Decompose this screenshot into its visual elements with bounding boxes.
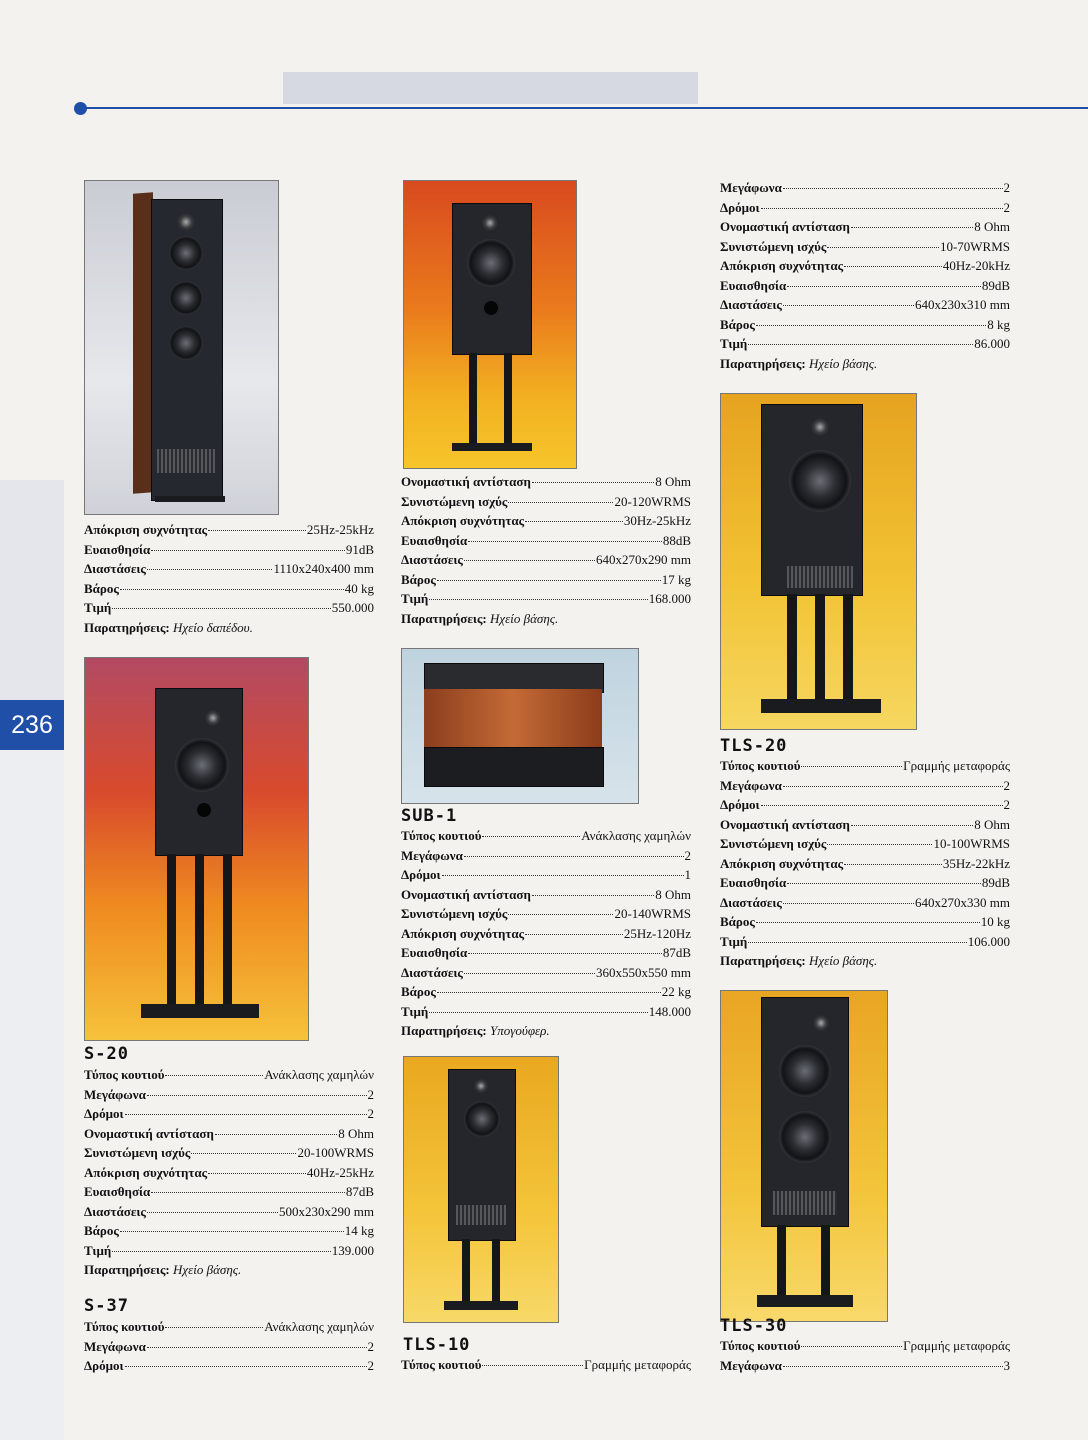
spec-label: Απόκριση συχνότητας xyxy=(401,925,525,941)
dot-leader xyxy=(125,1366,367,1367)
spec-row xyxy=(84,540,374,560)
spec-list-tls-20 xyxy=(720,756,1010,971)
dot-leader xyxy=(532,895,654,896)
spec-label: Μεγάφωνα xyxy=(720,777,782,793)
header-band xyxy=(283,72,698,104)
spec-value: Ανάκλασης χαμηλών xyxy=(581,828,691,843)
spec-row xyxy=(401,846,691,866)
spec-row xyxy=(84,559,374,579)
dot-leader xyxy=(165,1075,263,1076)
spec-row xyxy=(84,1221,374,1241)
spec-label: Διαστάσεις xyxy=(401,552,463,567)
spec-label: Ονομαστική αντίσταση xyxy=(720,816,850,832)
spec-value: 87dB xyxy=(345,1184,374,1199)
spec-row xyxy=(720,873,1010,893)
spec-value: Ανάκλασης χαμηλών xyxy=(264,1319,374,1334)
spec-value: 2 xyxy=(367,1086,374,1102)
spec-value: 87dB xyxy=(662,945,691,960)
spec-value: 8 Ohm xyxy=(655,886,691,902)
spec-row xyxy=(84,1241,374,1261)
spec-value: 88dB xyxy=(662,532,691,548)
spec-label: Βάρος xyxy=(401,984,436,999)
spec-label: Τιμή xyxy=(84,1242,112,1258)
spec-row xyxy=(401,511,691,531)
spec-label: Τιμή xyxy=(720,933,748,949)
spec-label: Μεγάφωνα xyxy=(720,180,782,195)
photo-tls-10 xyxy=(403,1056,559,1323)
spec-label: Απόκριση συχνότητας xyxy=(401,513,525,528)
dot-leader xyxy=(827,844,932,845)
spec-label: Βάρος xyxy=(720,914,755,929)
dot-leader xyxy=(482,836,580,837)
spec-row xyxy=(401,589,691,609)
note-value: Ηχείο βάσης. xyxy=(805,953,878,968)
dot-leader xyxy=(525,934,623,935)
spec-list-tls-10 xyxy=(401,1355,691,1375)
spec-row xyxy=(720,893,1010,913)
spec-label: Τύπος κουτιού xyxy=(720,758,801,773)
spec-value: 2 xyxy=(1003,797,1010,812)
spec-label: Απόκριση συχνότητας xyxy=(84,522,208,537)
spec-label: Βάρος xyxy=(84,580,119,596)
spec-label: Συνιστώμενη ισχύς xyxy=(401,906,508,921)
spec-label: Τύπος κουτιού xyxy=(84,1319,165,1334)
dot-leader xyxy=(429,599,648,600)
spec-label: Συνιστώμενη ισχύς xyxy=(720,238,827,254)
spec-row xyxy=(84,1317,374,1337)
spec-value: 40 kg xyxy=(344,580,374,596)
spec-row xyxy=(401,982,691,1002)
spec-label: Τιμή xyxy=(720,336,748,351)
spec-note xyxy=(720,354,1010,374)
dot-leader xyxy=(165,1327,263,1328)
model-title-tls-20: TLS-20 xyxy=(720,736,788,756)
spec-row xyxy=(401,1355,691,1375)
spec-note xyxy=(84,618,374,638)
dot-leader xyxy=(147,1347,367,1348)
spec-row xyxy=(720,1356,1010,1376)
note-label: Παρατηρήσεις: xyxy=(401,610,487,626)
spec-value: 148.000 xyxy=(648,1003,691,1019)
spec-value: 89dB xyxy=(981,875,1010,890)
spec-value: 8 Ohm xyxy=(974,219,1010,234)
dot-leader xyxy=(112,1251,331,1252)
spec-list-tls-30 xyxy=(720,1336,1010,1375)
dot-leader xyxy=(783,1366,1003,1367)
dot-leader xyxy=(851,227,973,228)
spec-value: 10 kg xyxy=(980,914,1010,929)
spec-value: Γραμμής μεταφοράς xyxy=(903,1338,1010,1353)
spec-label: Τιμή xyxy=(84,600,112,615)
dot-leader xyxy=(464,560,595,561)
spec-value: 1 xyxy=(684,867,691,882)
dot-leader xyxy=(508,914,613,915)
spec-value: 2 xyxy=(684,847,691,863)
spec-row xyxy=(84,1124,374,1144)
spec-label: Τιμή xyxy=(401,1003,429,1019)
spec-label: Δρόμοι xyxy=(401,867,441,882)
note-value: Ηχείο βάσης. xyxy=(486,610,559,626)
spec-value: 106.000 xyxy=(967,933,1010,949)
dot-leader xyxy=(756,325,986,326)
spec-row xyxy=(720,217,1010,237)
spec-label: Μεγάφωνα xyxy=(401,847,463,863)
spec-value: 10-70WRMS xyxy=(939,238,1010,254)
spec-row xyxy=(84,598,374,618)
dot-leader xyxy=(468,541,662,542)
spec-row xyxy=(720,912,1010,932)
spec-value: 3 xyxy=(1003,1357,1010,1373)
spec-value: 8 Ohm xyxy=(974,816,1010,832)
spec-label: Ευαισθησία xyxy=(84,1184,151,1199)
spec-value: Ανάκλασης χαμηλών xyxy=(264,1067,374,1082)
dot-leader xyxy=(532,482,654,483)
spec-row xyxy=(720,256,1010,276)
spec-row xyxy=(720,198,1010,218)
spec-label: Τύπος κουτιού xyxy=(720,1338,801,1353)
spec-label: Ευαισθησία xyxy=(720,875,787,890)
spec-row xyxy=(401,943,691,963)
spec-value: 2 xyxy=(1003,199,1010,215)
dot-leader xyxy=(120,1231,344,1232)
dot-leader xyxy=(851,825,973,826)
spec-row xyxy=(401,885,691,905)
dot-leader xyxy=(801,1346,902,1347)
header-bullet xyxy=(74,102,87,115)
dot-leader xyxy=(783,188,1003,189)
spec-value: 8 Ohm xyxy=(655,474,691,489)
spec-label: Ονομαστική αντίσταση xyxy=(401,474,531,489)
spec-label: Δρόμοι xyxy=(84,1106,124,1121)
spec-label: Διαστάσεις xyxy=(720,297,782,312)
spec-row xyxy=(84,1104,374,1124)
dot-leader xyxy=(508,502,613,503)
dot-leader xyxy=(147,1212,278,1213)
dot-leader xyxy=(468,953,662,954)
note-label: Παρατηρήσεις: xyxy=(720,355,806,371)
note-label: Παρατηρήσεις: xyxy=(720,953,806,968)
spec-row xyxy=(720,854,1010,874)
dot-leader xyxy=(464,856,684,857)
spec-value: Γραμμής μεταφοράς xyxy=(903,758,1010,773)
spec-label: Συνιστώμενη ισχύς xyxy=(84,1145,191,1160)
spec-label: Βάρος xyxy=(401,571,436,587)
note-label: Παρατηρήσεις: xyxy=(401,1023,487,1038)
spec-label: Τύπος κουτιού xyxy=(401,1357,482,1372)
spec-value: 360x550x550 mm xyxy=(596,964,691,980)
spec-value: 20-100WRMS xyxy=(297,1145,374,1160)
spec-value: 40Hz-20kHz xyxy=(942,258,1010,273)
spec-value: 139.000 xyxy=(331,1242,374,1258)
spec-value: 500x230x290 mm xyxy=(279,1203,374,1219)
spec-label: Τύπος κουτιού xyxy=(401,828,482,843)
spec-row xyxy=(720,295,1010,315)
dot-leader xyxy=(151,1192,345,1193)
spec-value: 86.000 xyxy=(974,336,1010,351)
dot-leader xyxy=(112,608,331,609)
spec-label: Μεγάφωνα xyxy=(84,1338,146,1354)
dot-leader xyxy=(761,208,1003,209)
spec-label: Συνιστώμενη ισχύς xyxy=(401,493,508,509)
spec-row xyxy=(84,1202,374,1222)
spec-row xyxy=(84,579,374,599)
dot-leader xyxy=(215,1134,337,1135)
dot-leader xyxy=(442,875,684,876)
spec-value: 1110x240x400 mm xyxy=(273,561,374,576)
dot-leader xyxy=(151,550,345,551)
spec-row xyxy=(401,865,691,885)
dot-leader xyxy=(748,942,967,943)
spec-row xyxy=(401,531,691,551)
spec-row xyxy=(401,963,691,983)
spec-label: Απόκριση συχνότητας xyxy=(720,855,844,871)
spec-note xyxy=(401,1021,691,1041)
spec-label: Ονομαστική αντίσταση xyxy=(401,886,531,902)
dot-leader xyxy=(525,521,623,522)
dot-leader xyxy=(464,973,595,974)
dot-leader xyxy=(437,992,661,993)
spec-row xyxy=(84,1085,374,1105)
dot-leader xyxy=(756,922,980,923)
spec-label: Ευαισθησία xyxy=(401,945,468,960)
spec-value: 91dB xyxy=(345,541,374,557)
spec-row xyxy=(401,904,691,924)
note-value: Ηχείο βάσης. xyxy=(805,355,878,371)
spec-list-col3-top xyxy=(720,178,1010,373)
spec-value: Γραμμής μεταφοράς xyxy=(584,1357,691,1372)
spec-row xyxy=(401,1002,691,1022)
dot-leader xyxy=(827,247,939,248)
spec-label: Διαστάσεις xyxy=(720,894,782,910)
spec-list-sub-1 xyxy=(401,826,691,1041)
spec-row xyxy=(720,237,1010,257)
spec-value: 8 Ohm xyxy=(338,1125,374,1141)
spec-row xyxy=(720,276,1010,296)
spec-value: 2 xyxy=(1003,777,1010,793)
spec-row xyxy=(720,1336,1010,1356)
dot-leader xyxy=(191,1153,296,1154)
spec-value: 25Hz-120Hz xyxy=(623,925,691,941)
spec-label: Μεγάφωνα xyxy=(84,1086,146,1102)
spec-list-s-37 xyxy=(84,1317,374,1376)
spec-value: 2 xyxy=(367,1358,374,1373)
spec-label: Ονομαστική αντίσταση xyxy=(84,1125,214,1141)
dot-leader xyxy=(787,883,981,884)
dot-leader xyxy=(208,1173,306,1174)
model-title-tls-10: TLS-10 xyxy=(403,1335,471,1355)
model-title-sub-1: SUB-1 xyxy=(401,806,458,826)
spec-list-s-20 xyxy=(84,1065,374,1280)
spec-label: Συνιστώμενη ισχύς xyxy=(720,836,827,851)
spec-value: 20-120WRMS xyxy=(614,493,691,509)
spec-value: 20-140WRMS xyxy=(614,906,691,921)
dot-leader xyxy=(482,1365,583,1366)
photo-sub-1 xyxy=(401,648,639,804)
spec-value: 10-100WRMS xyxy=(933,836,1010,851)
spec-value: 640x270x330 mm xyxy=(915,894,1010,910)
spec-label: Μεγάφωνα xyxy=(720,1357,782,1373)
photo-s-20 xyxy=(84,657,309,1041)
model-title-s-20: S-20 xyxy=(84,1044,129,1064)
spec-row xyxy=(720,756,1010,776)
spec-value: 2 xyxy=(1003,180,1010,195)
spec-note xyxy=(720,951,1010,971)
spec-row xyxy=(720,834,1010,854)
spec-label: Δρόμοι xyxy=(720,199,760,215)
page-number: 236 xyxy=(0,700,64,750)
spec-row xyxy=(84,1163,374,1183)
dot-leader xyxy=(844,266,942,267)
spec-label: Δρόμοι xyxy=(720,797,760,812)
spec-list-bookshelf-1 xyxy=(401,472,691,628)
dot-leader xyxy=(437,580,661,581)
spec-label: Τιμή xyxy=(401,591,429,606)
spec-row xyxy=(401,826,691,846)
spec-label: Ευαισθησία xyxy=(84,541,151,557)
note-label: Παρατηρήσεις: xyxy=(84,619,170,635)
dot-leader xyxy=(787,286,981,287)
dot-leader xyxy=(125,1114,367,1115)
spec-label: Διαστάσεις xyxy=(84,561,146,576)
side-band xyxy=(0,480,64,700)
spec-row xyxy=(720,795,1010,815)
dot-leader xyxy=(748,344,973,345)
spec-row xyxy=(720,178,1010,198)
side-band-lower xyxy=(0,750,64,1440)
photo-tls-30 xyxy=(720,990,888,1322)
dot-leader xyxy=(801,766,902,767)
spec-row xyxy=(84,520,374,540)
model-title-tls-30: TLS-30 xyxy=(720,1316,788,1336)
spec-label: Διαστάσεις xyxy=(401,964,463,980)
spec-value: 30Hz-25kHz xyxy=(623,513,691,528)
spec-row xyxy=(84,1337,374,1357)
spec-value: 550.000 xyxy=(331,600,374,615)
spec-value: 25Hz-25kHz xyxy=(306,522,374,537)
spec-value: 35Hz-22kHz xyxy=(942,855,1010,871)
dot-leader xyxy=(783,786,1003,787)
dot-leader xyxy=(761,805,1003,806)
note-value: Ηχείο βάσης. xyxy=(169,1262,242,1277)
spec-note xyxy=(84,1260,374,1280)
spec-value: 89dB xyxy=(981,277,1010,293)
spec-label: Ευαισθησία xyxy=(720,277,787,293)
spec-row xyxy=(401,924,691,944)
spec-row xyxy=(84,1356,374,1376)
spec-value: 2 xyxy=(367,1338,374,1354)
dot-leader xyxy=(147,1095,367,1096)
spec-row xyxy=(720,815,1010,835)
spec-label: Ονομαστική αντίσταση xyxy=(720,219,850,234)
dot-leader xyxy=(208,530,306,531)
model-title-s-37: S-37 xyxy=(84,1296,129,1316)
spec-row xyxy=(401,472,691,492)
photo-floor-speaker xyxy=(84,180,279,515)
spec-row xyxy=(401,492,691,512)
spec-row xyxy=(84,1065,374,1085)
spec-row xyxy=(720,776,1010,796)
spec-value: 168.000 xyxy=(648,591,691,606)
spec-value: 14 kg xyxy=(344,1223,374,1238)
header-rule xyxy=(80,107,1088,109)
spec-label: Δρόμοι xyxy=(84,1358,124,1373)
spec-row xyxy=(84,1182,374,1202)
spec-row xyxy=(401,550,691,570)
dot-leader xyxy=(429,1012,648,1013)
spec-value: 40Hz-25kHz xyxy=(306,1164,374,1180)
spec-label: Απόκριση συχνότητας xyxy=(84,1164,208,1180)
spec-row xyxy=(720,315,1010,335)
photo-bookshelf-speaker-1 xyxy=(403,180,577,469)
spec-label: Βάρος xyxy=(84,1223,119,1238)
dot-leader xyxy=(120,589,344,590)
spec-value: 8 kg xyxy=(987,316,1010,332)
note-value: Υπογούφερ. xyxy=(486,1023,550,1038)
spec-value: 17 kg xyxy=(661,571,691,587)
spec-label: Τύπος κουτιού xyxy=(84,1067,165,1082)
spec-value: 22 kg xyxy=(661,984,691,999)
dot-leader xyxy=(147,569,273,570)
spec-list-floor-speaker xyxy=(84,520,374,637)
spec-label: Απόκριση συχνότητας xyxy=(720,258,844,273)
note-label: Παρατηρήσεις: xyxy=(84,1262,170,1277)
spec-note xyxy=(401,609,691,629)
spec-row xyxy=(720,932,1010,952)
spec-label: Βάρος xyxy=(720,316,755,332)
dot-leader xyxy=(844,864,942,865)
spec-row xyxy=(401,570,691,590)
spec-value: 640x270x290 mm xyxy=(596,552,691,567)
spec-row xyxy=(720,334,1010,354)
spec-row xyxy=(84,1143,374,1163)
spec-label: Διαστάσεις xyxy=(84,1203,146,1219)
note-value: Ηχείο δαπέδου. xyxy=(169,619,253,635)
photo-tls-20 xyxy=(720,393,917,730)
dot-leader xyxy=(783,305,914,306)
spec-label: Ευαισθησία xyxy=(401,532,468,548)
spec-value: 2 xyxy=(367,1106,374,1121)
dot-leader xyxy=(783,903,914,904)
spec-value: 640x230x310 mm xyxy=(915,297,1010,312)
